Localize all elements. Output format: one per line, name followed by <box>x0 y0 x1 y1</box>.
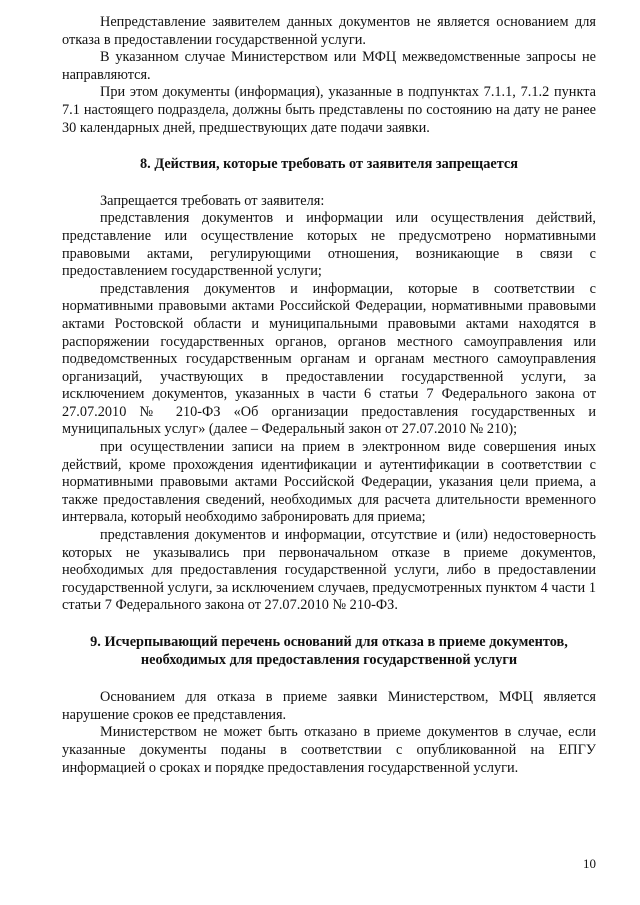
paragraph: Непредставление заявителем данных документов не является основанием для отказа в предоставлении государственной услуги. <box>62 14 596 48</box>
page-number: 10 <box>583 856 596 871</box>
section-heading-8: 8. Действия, которые требовать от заявителя запрещается <box>140 156 518 173</box>
paragraph: при осуществлении записи на прием в электронном виде совершения иных действий, кроме прохождения идентификации и аутентификации в соответствии с нормативными правовыми актами Российской Федерации, указания цели приема, а также предоставления сведений, необходимых для расчета длительности временного интервала, который необходимо забронировать для приема; <box>62 439 596 526</box>
paragraph: При этом документы (информация), указанные в подпунктах 7.1.1, 7.1.2 пункта 7.1 настоящего подраздела, должны быть представлены по состоянию на дату не ранее 30 календарных дней, предшествующих дате подачи заявки. <box>62 84 596 136</box>
paragraph: представления документов и информации, отсутствие и (или) недостоверность которых не указывались при первоначальном отказе в приеме документов, необходимых для предоставления государственной услуги, либо в предоставлении государственной услуги, за исключением случаев, предусмотренных пунктом 4 части 1 статьи 7 Федерального закона от 27.07.2010 № 210-ФЗ. <box>62 527 596 614</box>
paragraph: представления документов и информации или осуществления действий, представление или осуществление которых не предусмотрено нормативными правовыми актами, регулирующими отношения, возникающие в связи с предоставлением государственной услуги; <box>62 210 596 280</box>
section-heading-9: 9. Исчерпывающий перечень оснований для отказа в приеме документов, необходимых для предоставления государственной услуги <box>90 634 568 668</box>
paragraph: В указанном случае Министерством или МФЦ межведомственные запросы не направляются. <box>62 49 596 83</box>
paragraph: Запрещается требовать от заявителя: <box>100 192 325 209</box>
document-page <box>62 14 596 777</box>
paragraph: представления документов и информации, которые в соответствии с нормативными правовыми актами Российской Федерации, нормативными правовыми актами Ростовской области и муниципальными правовыми актами находятся в распоряжении государственных органов, органов местного самоуправления или подведомственных государственным органам и органам местного самоуправления организаций, участвующих в предоставлении государственной услуги, за исключением документов, указанных в части 6 статьи 7 Федерального закона от 27.07.2010 № 210-ФЗ «Об организации предоставления государственных и муниципальных услуг» (далее – Федеральный закон от 27.07.2010 № 210); <box>62 280 596 438</box>
paragraph: Основанием для отказа в приеме заявки Министерством, МФЦ является нарушение сроков ее представления. <box>62 689 596 723</box>
paragraph: Министерством не может быть отказано в приеме документов в случае, если указанные документы поданы в соответствии с опубликованной на ЕПГУ информацией о сроках и порядке предоставления государственной услуги. <box>62 724 596 776</box>
